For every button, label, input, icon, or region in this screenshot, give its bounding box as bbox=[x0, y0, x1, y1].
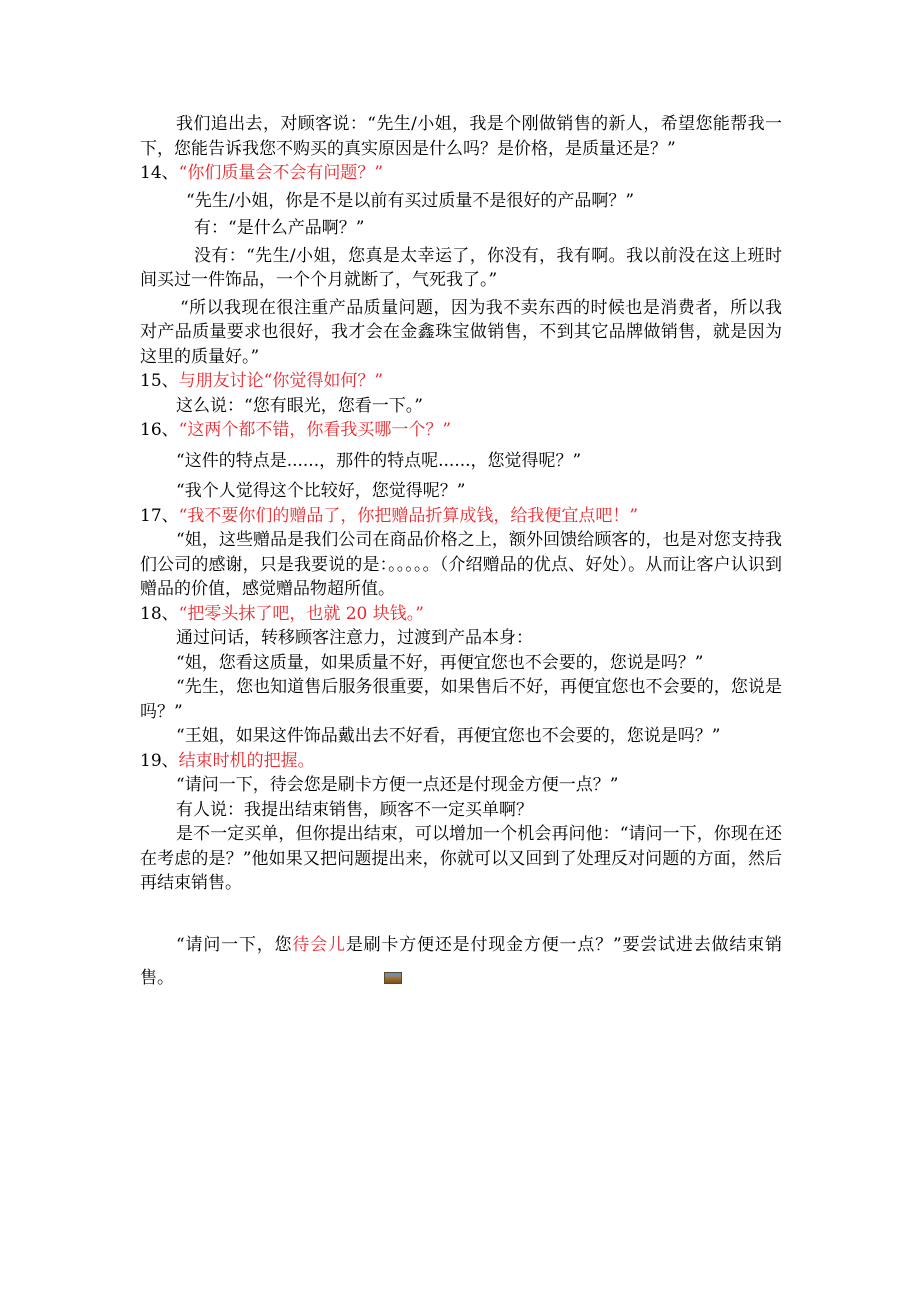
heading-number: 19、 bbox=[140, 750, 179, 771]
heading-number: 18、 bbox=[140, 603, 179, 624]
paragraph-14c: 没有：“先生/小姐，您真是太幸运了，你没有，我有啊。我以前没在这上班时间买过一件饰品，一个个月就断了，气死我了。” bbox=[140, 245, 782, 290]
paragraph-ask-reason: 我们追出去，对顾客说：“先生/小姐，我是个刚做销售的新人，希望您能帮我一下，您能告诉我您不购买的真实原因是什么吗？是价格，是质量还是？” bbox=[140, 114, 782, 159]
paragraph-18a: 通过问话，转移顾客注意力，过渡到产品本身： bbox=[176, 628, 533, 648]
paragraph-14d: “所以我现在很注重产品质量问题，因为我不卖东西的时候也是消费者，所以我对产品质量要求也很好，我才会在金鑫珠宝做销售，不到其它品牌做销售，就是因为这里的质量好。” bbox=[140, 297, 782, 367]
paragraph-19b: 有人说：我提出结束销售，顾客不一定买单啊？ bbox=[176, 799, 533, 820]
heading-text: “你们质量会不会有问题？” bbox=[178, 163, 384, 183]
closing-text-start: “请问一下，您 bbox=[176, 934, 293, 955]
paragraph-18b: “姐，您看这质量，如果质量不好，再便宜您也不会要的，您说是吗？” bbox=[176, 652, 704, 673]
paragraph-17a: “姐，这些赠品是我们公司在商品价格之上，额外回馈给顾客的，也是对您支持我们公司的感谢，只是我要说的是：。。。。。（介绍赠品的优点、好处）。从而让客户认识到赠品的价值，感觉赠品物超所值。 bbox=[140, 530, 782, 599]
heading-number: 15、 bbox=[140, 371, 179, 391]
heading-text: 结束时机的把握。 bbox=[178, 750, 315, 771]
heading-number: 16、 bbox=[140, 420, 179, 440]
blank-line bbox=[140, 896, 782, 929]
heading-number: 14、 bbox=[140, 163, 179, 183]
heading-text: “我不要你们的赠品了，你把赠品折算成钱，给我便宜点吧！” bbox=[178, 505, 639, 526]
heading-19 bbox=[140, 749, 782, 774]
closing-text-end: 是刷卡方便还是付现金方便一点？”要尝试进去做结束销售。 bbox=[140, 934, 782, 988]
paragraph-closing bbox=[140, 929, 782, 995]
paragraph-15a: 这么说：“您有眼光，您看一下。” bbox=[176, 395, 423, 416]
heading-18 bbox=[140, 602, 782, 627]
paragraph-18c: “先生，您也知道售后服务很重要，如果售后不好，再便宜您也不会要的，您说是吗？” bbox=[140, 677, 782, 722]
heading-text: “这两个都不错，你看我买哪一个？” bbox=[178, 420, 452, 440]
heading-text: “把零头抹了吧，也就 20 块钱。” bbox=[178, 603, 424, 624]
paragraph-14b: 有：“是什么产品啊？” bbox=[194, 218, 365, 238]
paragraph-19c: 是不一定买单，但你提出结束，可以增加一个机会再问他：“请问一下，你现在还在考虑的是？”他如果又把问题提出来，你就可以又回到了处理反对问题的方面，然后再结束销售。 bbox=[140, 824, 782, 893]
heading-text: 与朋友讨论“你觉得如何？” bbox=[178, 371, 384, 391]
heading-16 bbox=[140, 418, 782, 443]
closing-text-highlight: 待会儿 bbox=[292, 934, 346, 955]
paragraph-19a: “请问一下，待会您是刷卡方便一点还是付现金方便一点？” bbox=[176, 775, 619, 795]
paragraph-16a: “这件的特点是......，那件的特点呢......，您觉得呢？” bbox=[176, 450, 582, 471]
heading-number: 17、 bbox=[140, 505, 179, 526]
document-body bbox=[140, 112, 782, 995]
paragraph-16b: “我个人觉得这个比较好，您觉得呢？” bbox=[176, 481, 466, 501]
heading-17 bbox=[140, 504, 782, 529]
heading-15 bbox=[140, 369, 782, 394]
small-photo-icon bbox=[384, 972, 402, 984]
paragraph-14a: “先生/小姐，你是不是以前有买过质量不是很好的产品啊？” bbox=[186, 190, 635, 211]
paragraph-18d: “王姐，如果这件饰品戴出去不好看，再便宜您也不会要的，您说是吗？” bbox=[176, 726, 721, 746]
heading-14 bbox=[140, 161, 782, 186]
